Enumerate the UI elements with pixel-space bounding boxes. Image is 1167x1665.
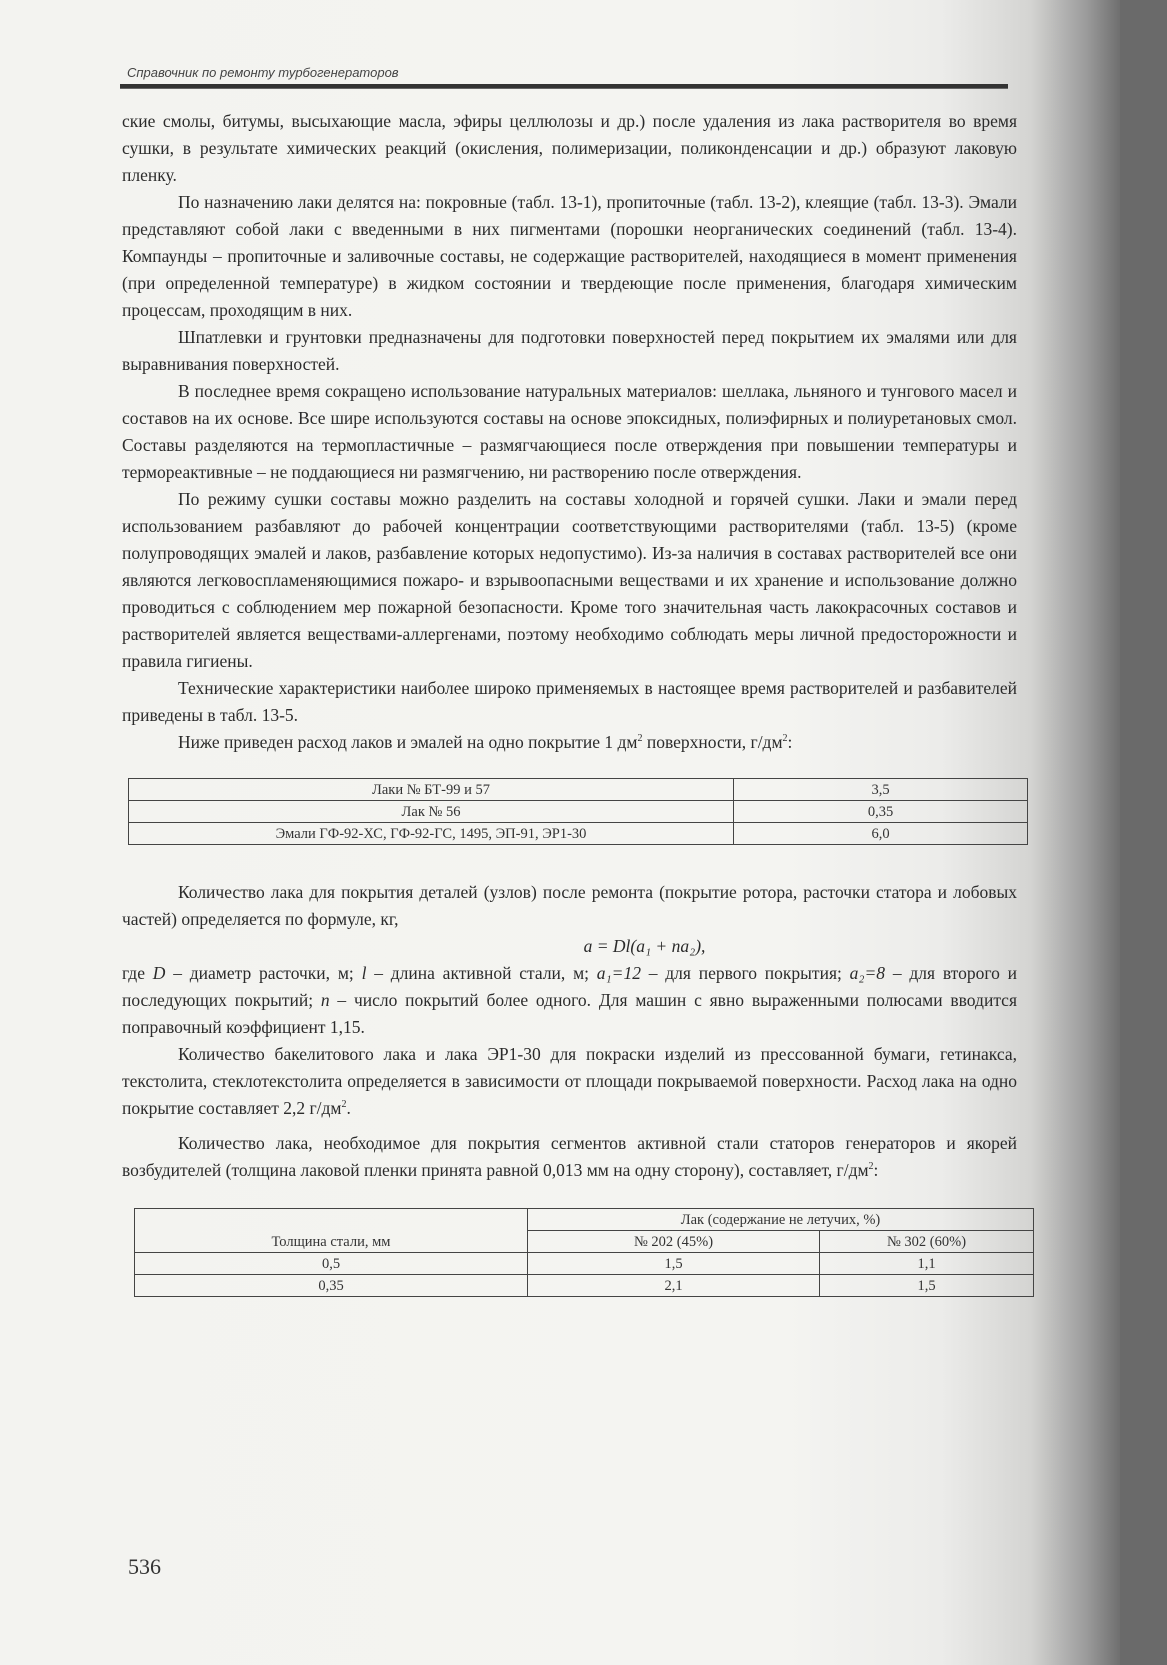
variable: a₂=8 xyxy=(849,963,886,983)
paragraph: Технические характеристики наиболее широко применяемых в настоящее время растворителей и разбавителей приведены в табл. 13-5. xyxy=(122,678,1017,725)
text-run: – диаметр расточки, м; xyxy=(165,963,362,983)
variable: n xyxy=(320,990,330,1010)
text-run: : xyxy=(873,1160,879,1180)
table-cell: 0,35 xyxy=(135,1275,528,1297)
page-content xyxy=(122,108,1017,1297)
paragraph xyxy=(122,1130,1017,1184)
text-run: Количество лака, необходимое для покрытия сегментов активной стали статоров генераторов и якорей возбудителей (толщина лаковой пленки принята равной 0,013 мм на одну сторону), составляет, г/дм xyxy=(122,1133,1017,1180)
text-run: – для второго и последующих покрытий; xyxy=(122,963,1017,1010)
table-cell: 2,1 xyxy=(528,1275,820,1297)
table-row xyxy=(129,779,1028,801)
superscript: 2 xyxy=(782,733,788,744)
text-run: – число покрытий более одного. Для машин с явно выраженными полюсами вводится поправочный коэффициент 1,15. xyxy=(122,990,1017,1037)
paragraph: По режиму сушки составы можно разделить на составы холодной и горячей сушки. Лаки и эмали перед использованием разбавляют до рабочей концентрации соответствующими растворителями (табл. 13-5) (кроме полупроводящих эмалей и лаков, разбавление которых недопустимо). Из-за наличия в составах растворителей все они являются легковоспламеняющимися пожаро- и взрывоопасными веществами и их хранение и использование должно проводиться с соблюдением мер пожарной безопасности. Кроме того значительная часть лакокрасочных составов и растворителей является веществами-аллергенами, поэтому необходимо соблюдать меры личной предосторожности и правила гигиены. xyxy=(122,489,1017,671)
text-run: где xyxy=(122,963,153,983)
text-run: Ниже приведен расход лаков и эмалей на одно покрытие 1 дм xyxy=(178,732,638,752)
table-header-cell: № 302 (60%) xyxy=(820,1231,1034,1253)
table-row xyxy=(135,1209,1034,1231)
table-row xyxy=(129,801,1028,823)
table-cell: 6,0 xyxy=(734,823,1028,845)
varnish-table xyxy=(134,1208,1034,1297)
table-header-cell: № 202 (45%) xyxy=(528,1231,820,1253)
table-cell: 1,5 xyxy=(528,1253,820,1275)
variable: a₁=12 xyxy=(596,963,641,983)
table-row xyxy=(129,823,1028,845)
table-cell: Эмали ГФ-92-ХС, ГФ-92-ГС, 1495, ЭП-91, ЭР1-30 xyxy=(129,823,734,845)
paragraph: Шпатлевки и грунтовки предназначены для подготовки поверхностей перед покрытием их эмалями или для выравнивания поверхностей. xyxy=(122,327,1017,374)
text-run: – для первого покрытия; xyxy=(640,963,850,983)
text-run: . xyxy=(346,1098,351,1118)
text-run: поверхности, г/дм xyxy=(642,732,783,752)
table-row xyxy=(135,1253,1034,1275)
table-cell: Лак № 56 xyxy=(129,801,734,823)
table-cell: 1,1 xyxy=(820,1253,1034,1275)
text-run: Количество бакелитового лака и лака ЭР1-30 для покраски изделий из прессованной бумаги, гетинакса, текстолита, стеклотекстолита определяется в зависимости от площади покрываемой поверхности. Расход лака на одно покрытие составляет 2,2 г/дм xyxy=(122,1044,1017,1118)
table-row xyxy=(135,1275,1034,1297)
spacer xyxy=(122,845,1017,879)
running-header: Справочник по ремонту турбогенераторов xyxy=(127,65,399,80)
paragraph: ские смолы, битумы, высыхающие масла, эфиры целлюлозы и др.) после удаления из лака растворителя во время сушки, в результате химических реакций (окисления, полимеризации, поликонденсации и др.) образуют лаковую пленку. xyxy=(122,111,1017,185)
table-cell: 0,35 xyxy=(734,801,1028,823)
superscript: 2 xyxy=(637,733,643,744)
paragraph xyxy=(122,729,1017,756)
table-cell: 3,5 xyxy=(734,779,1028,801)
superscript: 2 xyxy=(868,1161,874,1172)
table-header-cell: Толщина стали, мм xyxy=(135,1209,528,1253)
text-run: – длина активной стали, м; xyxy=(366,963,597,983)
superscript: 2 xyxy=(341,1099,347,1110)
paragraph xyxy=(122,960,1017,1041)
page-number: 536 xyxy=(128,1554,161,1579)
table-header-cell: Лак (содержание не летучих, %) xyxy=(528,1209,1034,1231)
paragraph: По назначению лаки делятся на: покровные (табл. 13-1), пропиточные (табл. 13-2), клеящие (табл. 13-3). Эмали представляют собой лаки с введенными в них пигментами (порошки неорганических соединений (табл. 13-4). Компаунды – пропиточные и заливочные составы, не содержащие растворителей, находящиеся в момент применения (при определенной температуре) в жидком состоянии и твердеющие после применения, благодаря химическим процессам, проходящим в них. xyxy=(122,192,1017,320)
text-run: : xyxy=(787,732,793,752)
table-cell: 1,5 xyxy=(820,1275,1034,1297)
consumption-table xyxy=(128,778,1028,845)
paragraph: Количество лака для покрытия деталей (узлов) после ремонта (покрытие ротора, расточки статора и лобовых частей) определяется по формуле, кг, xyxy=(122,882,1017,929)
variable: l xyxy=(361,963,367,983)
formula: a = Dl(a₁ + na₂), xyxy=(583,936,706,956)
table-cell: Лаки № БТ-99 и 57 xyxy=(129,779,734,801)
paragraph xyxy=(122,1041,1017,1122)
variable: D xyxy=(152,963,166,983)
header-rule xyxy=(120,84,1008,89)
table-cell: 0,5 xyxy=(135,1253,528,1275)
paragraph: В последнее время сокращено использование натуральных материалов: шеллака, льняного и тунгового масел и составов на их основе. Все шире используются составы на основе эпоксидных, полиэфирных и полиуретановых смол. Составы разделяются на термопластичные – размягчающиеся после отверждения при повышении температуры и термореактивные – не поддающиеся ни размягчению, ни растворению после отверждения. xyxy=(122,381,1017,482)
